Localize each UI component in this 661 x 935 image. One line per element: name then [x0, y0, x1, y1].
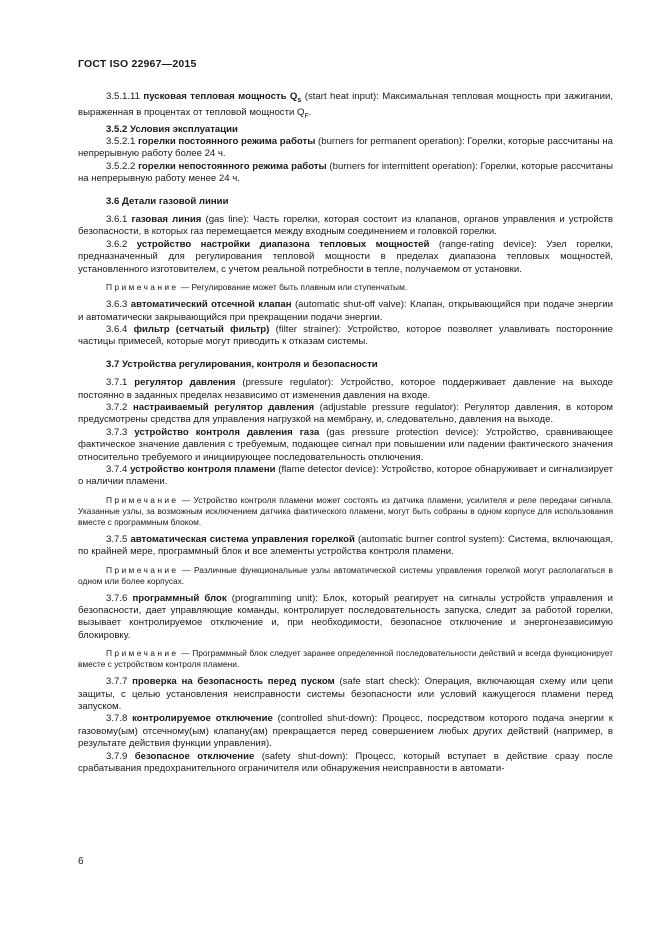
clause-3-7-4: 3.7.4 устройство контроля пламени (flame detector device): Устройство, которое обнаруживает и сигнализирует о наличии пламени. — [78, 463, 613, 488]
clause-3-6-3: 3.6.3 автоматический отсечной клапан (automatic shut-off valve): Клапан, открывающийся при подаче энергии и автоматически закрывающийся при прекращении подачи энергии. — [78, 299, 613, 323]
clause-3-5-2-1: 3.5.2.1 горелки постоянного режима работы (burners for permanent operation): Горелки, которые рассчитаны на непрерывную работу более 24 ч. — [78, 136, 614, 160]
term: газовая линия — [131, 214, 202, 226]
term: автоматический отсечной клапан — [130, 299, 292, 311]
note: Примечание — Различные функциональные узлы автоматической системы управления горелкой могут располагаться в одном или более корпусах. — [78, 564, 613, 586]
document-body — [78, 91, 613, 775]
clause-3-7-9: 3.7.9 безопасное отключение (safety shut-down): Процесс, который вступает в действие сразу после срабатывания предохранительного ограничителя или обнаружения неисправности в автомати- — [78, 750, 613, 775]
term: контролируемое отключение — [132, 713, 273, 725]
term: горелки постоянного режима работы — [138, 136, 316, 148]
note-label: Примечание — [106, 564, 179, 575]
subsection-heading: 3.5.2 Условия эксплуатации — [106, 123, 238, 135]
note: Примечание — Программный блок следует заранее определенной последовательности действий и всегда функционирует вместе с устройством контроля пламени. — [78, 648, 613, 670]
term: программный блок — [132, 592, 227, 604]
term: безопасное отключение — [134, 750, 255, 762]
clause-3-5-1-11: 3.5.1.11 пусковая тепловая мощность $Q_s$ (start heat input): Максимальная тепловая мощность при зажигании, выраженная в процентах от тепловой мощности $Q_F$. — [78, 91, 613, 121]
clause-3-7-8: 3.7.8 контролируемое отключение (controlled shut-down): Процесс, посредством которого подача энергии к газовому(ым) отсечному(ым) клапану(ам) прекращается перед совершением любых других действий (например, в результате действия функции управления). — [78, 713, 613, 750]
section-heading: 3.7 Устройства регулирования, контроля и безопасности — [106, 358, 378, 370]
term: регулятор давления — [134, 377, 236, 389]
clause-3-6-2: 3.6.2 устройство настройки диапазона тепловых мощностей (range-rating device): Узел горелки, предназначенный для регулирования тепловой мощности в пределах диапазона тепловых мощностей, установленного изготовителем, с учетом реальной потребности в тепле, получаемом от установки. — [78, 238, 613, 275]
term: устройство настройки диапазона тепловых мощностей — [136, 238, 430, 250]
note: Примечание — Регулирование может быть плавным или ступенчатым. — [106, 282, 408, 293]
term: устройство контроля пламени — [130, 463, 276, 475]
clause-3-6-4: 3.6.4 фильтр (сетчатый фильтр) (filter strainer): Устройство, которое позволяет улавливать посторонние частицы примесей, которые могут приводить к отказам системы. — [78, 323, 613, 348]
note-label: Примечание — [106, 648, 179, 659]
term: пусковая тепловая мощность $Q_s$ — [143, 91, 302, 104]
section-heading: 3.6 Детали газовой линии — [106, 195, 229, 207]
note: Примечание — Устройство контроля пламени может состоять из датчика пламени, усилителя и реле передачи сигнала. Указанные узлы, за возможным исключением датчика фактического пламени, могут быть собраны в одном корпусе для использования вместе с программным блоком. — [78, 494, 613, 527]
term: фильтр (сетчатый фильтр) — [133, 323, 270, 335]
clause-3-7-7: 3.7.7 проверка на безопасность перед пуском (safe start check): Операция, включающая схему или цепи защиты, с целью установления неисправности системы безопасности или условий кажущегося пламени перед запуском. — [78, 676, 613, 713]
note-label: Примечание — [106, 282, 179, 293]
clause-3-6-1: 3.6.1 газовая линия (gas line): Часть горелки, которая состоит из клапанов, органов управления и устройств безопасности, в которых газ перемещается между входным соединением и головкой горелки. — [78, 214, 613, 238]
clause-3-7-5: 3.7.5 автоматическая система управления горелкой (automatic burner control system): Система, включающая, по крайней мере, программный блок и все элементы устройства контроля пламени. — [78, 533, 613, 558]
term: автоматическая система управления горелкой — [130, 533, 355, 545]
term: горелки непостоянного режима работы — [138, 160, 327, 172]
note-label: Примечание — [106, 494, 179, 505]
term: проверка на безопасность перед пуском — [132, 676, 335, 688]
clause-3-7-1: 3.7.1 регулятор давления (pressure regulator): Устройство, которое поддерживает давление на выходе постоянно в заданных пределах независимо от изменения давления на входе. — [78, 377, 614, 401]
term: устройство контроля давления газа — [134, 426, 320, 438]
page-number: 6 — [78, 856, 84, 867]
document-header: ГОСТ ISO 22967—2015 — [78, 58, 197, 70]
clause-3-5-2-2: 3.5.2.2 горелки непостоянного режима работы (burners for intermittent operation): Горелки, которые рассчитаны на непрерывную работу менее 24 ч. — [78, 160, 613, 185]
clause-3-7-6: 3.7.6 программный блок (programming unit): Блок, который реагирует на сигналы устройств управления и безопасности, дает управляющие команды, контролирует последовательность запуска, следит за работой горелки, вызывает контролируемое отключение и, при необходимости, безопасное отключение и энергонезависимую блокировку. — [78, 592, 613, 641]
clause-3-7-2: 3.7.2 настраиваемый регулятор давления (adjustable pressure regulator): Регулятор давления, в котором предусмотрены средства для управления нагрузкой на мембрану, и, следовательно, давления на выходе. — [78, 401, 613, 426]
term: настраиваемый регулятор давления — [132, 401, 315, 413]
clause-3-7-3: 3.7.3 устройство контроля давления газа (gas pressure protection device): Устройство, сравнивающее фактическое значение давления с требуемым, подающее сигнал при повышении или падении фактического значения относительно требуемого и инициирующее последовательность отключения. — [78, 426, 613, 463]
